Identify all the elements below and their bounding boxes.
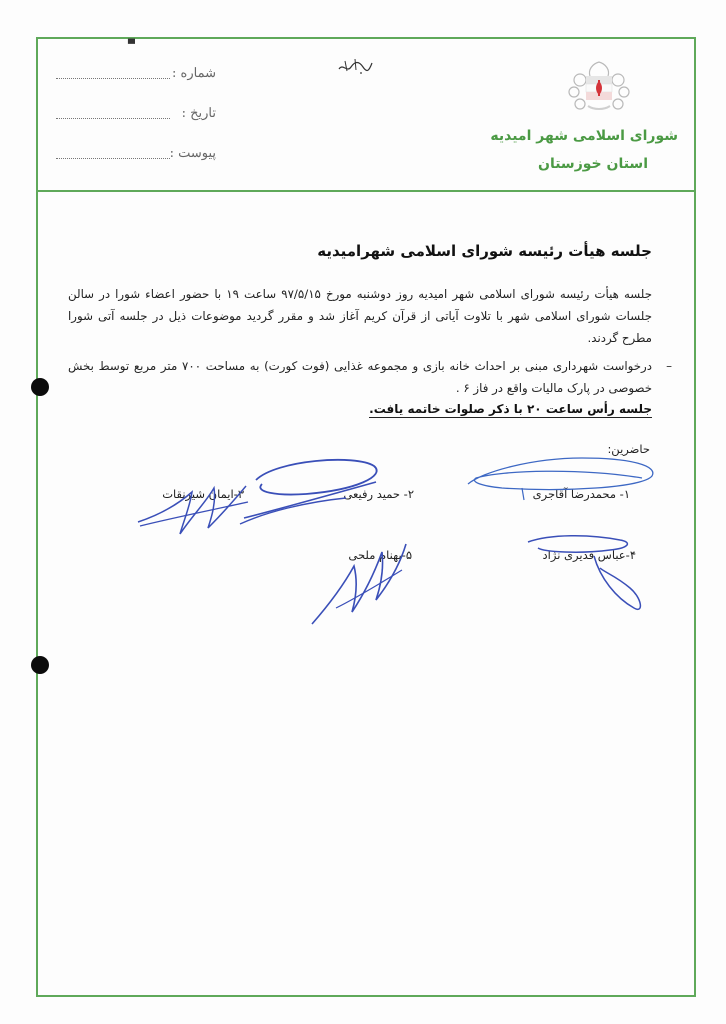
member-4: ۴-عباس قدیری نژاد [542,548,636,562]
number-label: شماره : [172,66,216,81]
calligraphy-icon [335,55,375,77]
org-subtitle: استان خوزستان [538,156,648,172]
number-field [56,66,216,86]
signature-3 [132,472,252,544]
attachment-dots [56,158,170,159]
attendees-label: حاضرین: [607,442,650,456]
date-dots [56,118,170,119]
signature-5 [306,538,416,630]
corner-mark: ▀ [128,40,135,50]
number-dots [56,78,170,79]
signature-2 [236,452,386,532]
date-label: تاریخ : [181,106,216,121]
header-divider [36,190,696,192]
signature-1 [462,448,662,508]
member-2: ۲- حمید رفیعی [343,487,414,501]
document-body: جلسه هیأت رئیسه شورای اسلامی شهر امیدیه روز دوشنبه مورخ ۹۷/۵/۱۵ ساعت ۱۹ با حضور اعضاء شورا در سالن جلسات شورای اسلامی شهر با تلاوت آیاتی از قرآن کریم آغاز شد و مقرر گردید موضوعات ذیل در جلسه آتی شورا مطرح گردند. [68,287,652,345]
signature-4 [520,528,650,618]
member-3: ۳-ایمان شیرنقات [162,487,244,501]
attachment-field [56,146,216,166]
member-1: ۱- محمدرضا آقاجری [532,487,630,501]
member-5: ۵-بهنام ملحی [348,548,412,562]
iran-emblem-icon [566,58,632,118]
document-title: جلسه هیأت رئیسه شورای اسلامی شهرامیدیه [317,242,652,260]
agenda-item [68,355,672,399]
attachment-label: پیوست : [169,146,216,161]
item-dash: – [666,359,672,373]
org-title: شورای اسلامی شهر امیدیه [490,128,678,144]
closing-statement: جلسه رأس ساعت ۲۰ با ذکر صلوات خاتمه یافت. [369,402,652,416]
agenda-item-text: درخواست شهرداری مبنی بر احداث خانه بازی و مجموعه غذایی (فوت کورت) به مساحت ۷۰۰ متر مربع توسط بخش خصوصی در پارک مالیات واقع در فاز ۶ . [68,359,652,395]
date-field [56,106,216,126]
punch-hole-icon [31,378,49,396]
punch-hole-icon [31,656,49,674]
